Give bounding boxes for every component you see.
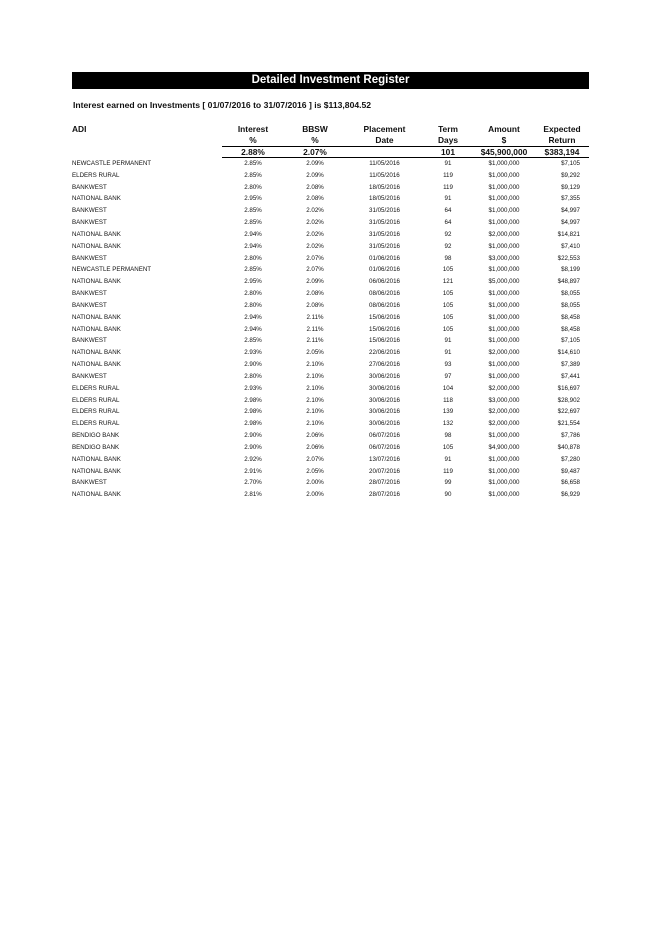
table-row <box>72 406 589 418</box>
cell-interest: 2.90% <box>244 361 262 369</box>
cell-interest: 2.85% <box>244 207 262 215</box>
cell-amount: $5,000,000 <box>488 278 520 286</box>
cell-term-days: 132 <box>442 420 454 428</box>
cell-term-days: 92 <box>444 230 452 238</box>
cell-interest: 2.85% <box>244 160 262 167</box>
cell-term-days: 119 <box>443 171 453 179</box>
column-header-expected: Expected <box>543 124 581 134</box>
cell-term-days: 98 <box>444 254 452 262</box>
cell-term-days: 90 <box>444 491 452 499</box>
cell-bbsw: 2.09% <box>306 160 324 167</box>
cell-term-days: 104 <box>442 384 454 392</box>
table-row <box>72 217 589 229</box>
table-row <box>72 477 589 489</box>
table-row <box>72 158 589 170</box>
column-header-interest: Interest <box>237 124 269 134</box>
cell-amount: $2,000,000 <box>488 408 520 416</box>
cell-amount: $1,000,000 <box>488 455 520 463</box>
table-row <box>72 430 589 442</box>
table-row <box>72 442 589 454</box>
cell-interest: 2.93% <box>244 384 262 392</box>
cell-term-days: 121 <box>442 278 454 286</box>
cell-amount: $1,000,000 <box>488 467 520 475</box>
cell-bbsw: 2.10% <box>306 420 324 428</box>
cell-expected-return: $7,786 <box>561 432 580 440</box>
cell-placement-date: 13/07/2016 <box>369 455 400 463</box>
cell-placement-date: 30/06/2016 <box>369 396 400 404</box>
cell-bbsw: 2.07% <box>306 266 324 274</box>
cell-bbsw: 2.09% <box>306 171 324 179</box>
cell-placement-date: 30/06/2016 <box>369 384 400 392</box>
cell-expected-return: $14,821 <box>557 230 580 238</box>
cell-adi: NATIONAL BANK <box>72 242 121 250</box>
table-row <box>72 241 589 253</box>
interest-summary: Interest earned on Investments [ 01/07/2016 to 31/07/2016 ] is $113,804.52 <box>73 100 372 110</box>
cell-amount: $1,000,000 <box>488 479 520 487</box>
cell-expected-return: $7,389 <box>561 361 580 369</box>
total-amount: $45,900,000 <box>473 147 535 158</box>
table-row <box>72 276 589 288</box>
cell-bbsw: 2.02% <box>306 230 324 238</box>
cell-adi: NATIONAL BANK <box>72 278 121 286</box>
cell-bbsw: 2.08% <box>306 301 324 309</box>
cell-amount: $1,000,000 <box>488 171 520 179</box>
cell-adi: ELDERS RURAL <box>72 420 120 428</box>
cell-adi: NATIONAL BANK <box>72 313 121 321</box>
cell-term-days: 91 <box>444 337 452 345</box>
cell-amount: $1,000,000 <box>488 195 520 203</box>
cell-placement-date: 31/05/2016 <box>369 219 400 227</box>
cell-expected-return: $6,929 <box>561 491 580 499</box>
cell-placement-date: 27/06/2016 <box>369 361 400 369</box>
cell-term-days: 91 <box>444 455 452 463</box>
table-row <box>72 359 589 371</box>
cell-bbsw: 2.11% <box>306 337 324 345</box>
cell-placement-date: 11/05/2016 <box>369 171 400 179</box>
cell-expected-return: $8,458 <box>561 325 580 333</box>
cell-expected-return: $7,355 <box>561 195 580 203</box>
cell-interest: 2.81% <box>244 491 262 499</box>
column-unit-placement: Date <box>346 135 423 147</box>
cell-expected-return: $7,410 <box>561 242 580 250</box>
cell-bbsw: 2.00% <box>306 479 324 487</box>
cell-expected-return: $8,055 <box>561 301 580 309</box>
cell-term-days: 105 <box>442 301 454 309</box>
cell-adi: BANKWEST <box>72 479 107 487</box>
table-row <box>72 371 589 383</box>
cell-placement-date: 11/05/2016 <box>369 160 400 167</box>
header-row <box>72 124 589 135</box>
cell-placement-date: 31/05/2016 <box>369 207 400 215</box>
cell-expected-return: $7,105 <box>561 337 580 345</box>
cell-interest: 2.90% <box>244 432 262 440</box>
cell-amount: $1,000,000 <box>488 290 520 298</box>
cell-placement-date: 15/06/2016 <box>369 337 400 345</box>
cell-term-days: 92 <box>444 242 452 250</box>
cell-interest: 2.70% <box>244 479 262 487</box>
cell-term-days: 105 <box>442 313 454 321</box>
cell-expected-return: $21,554 <box>557 420 580 428</box>
cell-adi: NATIONAL BANK <box>72 325 121 333</box>
cell-placement-date: 18/05/2016 <box>369 195 400 203</box>
cell-amount: $1,000,000 <box>488 207 520 215</box>
table-row <box>72 324 589 336</box>
cell-interest: 2.94% <box>244 313 262 321</box>
cell-adi: BANKWEST <box>72 337 107 345</box>
total-expected-return: $383,194 <box>535 147 589 158</box>
cell-amount: $2,000,000 <box>488 349 520 357</box>
cell-adi: BANKWEST <box>72 219 107 227</box>
table-row <box>72 418 589 430</box>
cell-bbsw: 2.02% <box>306 242 324 250</box>
cell-expected-return: $8,055 <box>561 290 580 298</box>
cell-placement-date: 08/06/2016 <box>369 290 400 298</box>
cell-placement-date: 31/05/2016 <box>369 242 400 250</box>
table-row <box>72 466 589 478</box>
cell-placement-date: 15/06/2016 <box>369 325 400 333</box>
cell-placement-date: 01/06/2016 <box>369 266 400 274</box>
cell-adi: BANKWEST <box>72 372 107 380</box>
cell-expected-return: $22,553 <box>557 254 580 262</box>
table-row <box>72 182 589 194</box>
cell-amount: $1,000,000 <box>488 160 520 167</box>
cell-expected-return: $16,697 <box>557 384 580 392</box>
cell-bbsw: 2.10% <box>306 396 324 404</box>
cell-bbsw: 2.10% <box>306 408 324 416</box>
table-row <box>72 312 589 324</box>
cell-expected-return: $6,658 <box>561 479 580 487</box>
cell-expected-return: $7,280 <box>561 455 580 463</box>
cell-placement-date: 20/07/2016 <box>369 467 400 475</box>
cell-expected-return: $4,997 <box>561 219 580 227</box>
investment-register-table <box>72 124 589 501</box>
cell-adi: NATIONAL BANK <box>72 361 121 369</box>
table-row <box>72 335 589 347</box>
cell-term-days: 97 <box>444 372 452 380</box>
cell-expected-return: $9,487 <box>561 467 580 475</box>
cell-interest: 2.95% <box>244 195 262 203</box>
cell-amount: $1,000,000 <box>488 219 520 227</box>
cell-amount: $3,000,000 <box>488 396 520 404</box>
cell-adi: BENDIGO BANK <box>72 443 120 451</box>
cell-expected-return: $7,105 <box>561 160 580 167</box>
cell-term-days: 93 <box>444 361 452 369</box>
cell-bbsw: 2.10% <box>306 384 324 392</box>
cell-placement-date: 28/07/2016 <box>369 479 400 487</box>
cell-interest: 2.85% <box>244 219 262 227</box>
cell-term-days: 105 <box>442 325 454 333</box>
cell-expected-return: $22,697 <box>557 408 580 416</box>
cell-adi: BANKWEST <box>72 183 107 191</box>
cell-interest: 2.90% <box>244 443 262 451</box>
column-unit-amount: $ <box>473 135 535 147</box>
cell-interest: 2.85% <box>244 171 262 179</box>
cell-amount: $3,000,000 <box>488 254 520 262</box>
column-unit-bbsw: % <box>284 135 346 147</box>
column-header-bbsw: BBSW <box>302 124 328 134</box>
cell-expected-return: $40,878 <box>557 443 580 451</box>
cell-placement-date: 22/06/2016 <box>369 349 400 357</box>
table-row <box>72 170 589 182</box>
cell-term-days: 64 <box>444 207 452 215</box>
cell-interest: 2.98% <box>244 396 262 404</box>
cell-bbsw: 2.08% <box>306 183 324 191</box>
cell-expected-return: $8,199 <box>561 266 580 274</box>
cell-expected-return: $8,458 <box>561 313 580 321</box>
column-header-term: Term <box>438 124 458 134</box>
cell-adi: NATIONAL BANK <box>72 467 121 475</box>
cell-amount: $2,000,000 <box>488 384 520 392</box>
table-row <box>72 205 589 217</box>
cell-term-days: 119 <box>443 467 453 475</box>
cell-bbsw: 2.06% <box>306 432 324 440</box>
cell-term-days: 105 <box>442 266 454 274</box>
cell-bbsw: 2.11% <box>306 313 324 321</box>
cell-bbsw: 2.07% <box>306 254 324 262</box>
cell-expected-return: $9,292 <box>561 171 580 179</box>
cell-bbsw: 2.02% <box>306 207 324 215</box>
cell-expected-return: $4,997 <box>561 207 580 215</box>
cell-placement-date: 31/05/2016 <box>369 230 400 238</box>
cell-amount: $1,000,000 <box>488 266 520 274</box>
cell-interest: 2.85% <box>244 337 262 345</box>
cell-adi: BANKWEST <box>72 301 107 309</box>
report-title: Detailed Investment Register <box>72 72 589 89</box>
table-row <box>72 454 589 466</box>
cell-adi: BANKWEST <box>72 290 107 298</box>
cell-bbsw: 2.08% <box>306 290 324 298</box>
cell-adi: BANKWEST <box>72 207 107 215</box>
cell-interest: 2.80% <box>244 290 262 298</box>
total-term: 101 <box>423 147 473 158</box>
cell-interest: 2.80% <box>244 301 262 309</box>
cell-expected-return: $48,897 <box>557 278 580 286</box>
total-interest: 2.88% <box>222 147 284 158</box>
cell-interest: 2.93% <box>244 349 262 357</box>
cell-term-days: 98 <box>444 432 452 440</box>
cell-placement-date: 30/06/2016 <box>369 420 400 428</box>
cell-term-days: 91 <box>444 195 452 203</box>
cell-adi: NATIONAL BANK <box>72 455 121 463</box>
cell-interest: 2.98% <box>244 420 262 428</box>
table-row <box>72 193 589 205</box>
cell-interest: 2.80% <box>244 254 262 262</box>
cell-amount: $1,000,000 <box>488 337 520 345</box>
cell-amount: $1,000,000 <box>488 432 520 440</box>
cell-amount: $1,000,000 <box>488 242 520 250</box>
cell-placement-date: 06/07/2016 <box>369 432 400 440</box>
cell-interest: 2.85% <box>244 266 262 274</box>
cell-expected-return: $9,129 <box>561 183 580 191</box>
cell-adi: NEWCASTLE PERMANENT <box>72 266 152 274</box>
cell-amount: $1,000,000 <box>488 313 520 321</box>
cell-adi: NATIONAL BANK <box>72 230 121 238</box>
column-unit-interest: % <box>222 135 284 147</box>
cell-adi: NATIONAL BANK <box>72 349 121 357</box>
cell-bbsw: 2.07% <box>306 455 324 463</box>
cell-placement-date: 06/06/2016 <box>369 278 400 286</box>
cell-interest: 2.98% <box>244 408 262 416</box>
cell-placement-date: 30/06/2016 <box>369 372 400 380</box>
cell-amount: $1,000,000 <box>488 325 520 333</box>
cell-placement-date: 30/06/2016 <box>369 408 400 416</box>
column-unit-expected: Return <box>535 135 589 147</box>
table-row <box>72 347 589 359</box>
cell-bbsw: 2.05% <box>306 349 324 357</box>
cell-term-days: 118 <box>443 396 453 404</box>
cell-bbsw: 2.00% <box>306 491 324 499</box>
cell-expected-return: $28,902 <box>557 396 580 404</box>
cell-amount: $1,000,000 <box>488 183 520 191</box>
cell-adi: ELDERS RURAL <box>72 396 120 404</box>
cell-interest: 2.92% <box>244 455 262 463</box>
cell-amount: $1,000,000 <box>488 361 520 369</box>
cell-adi: BANKWEST <box>72 254 107 262</box>
cell-adi: ELDERS RURAL <box>72 408 120 416</box>
cell-bbsw: 2.10% <box>306 372 324 380</box>
header-row-units <box>72 135 589 147</box>
cell-bbsw: 2.08% <box>306 195 324 203</box>
cell-interest: 2.94% <box>244 325 262 333</box>
table-row <box>72 253 589 265</box>
cell-term-days: 105 <box>442 290 454 298</box>
cell-term-days: 64 <box>444 219 452 227</box>
cell-interest: 2.95% <box>244 278 262 286</box>
cell-expected-return: $7,441 <box>561 372 580 380</box>
column-header-amount: Amount <box>488 124 520 134</box>
cell-placement-date: 28/07/2016 <box>369 491 400 499</box>
cell-bbsw: 2.10% <box>306 361 324 369</box>
cell-bbsw: 2.05% <box>306 467 324 475</box>
cell-amount: $4,900,000 <box>488 443 520 451</box>
table-row <box>72 489 589 501</box>
cell-placement-date: 18/05/2016 <box>369 183 400 191</box>
cell-amount: $1,000,000 <box>488 301 520 309</box>
cell-bbsw: 2.11% <box>306 325 324 333</box>
cell-interest: 2.94% <box>244 230 262 238</box>
cell-adi: ELDERS RURAL <box>72 171 120 179</box>
cell-placement-date: 06/07/2016 <box>369 443 400 451</box>
cell-bbsw: 2.09% <box>306 278 324 286</box>
cell-adi: NEWCASTLE PERMANENT <box>72 159 152 167</box>
cell-interest: 2.80% <box>244 372 262 380</box>
table-row <box>72 395 589 407</box>
cell-adi: NATIONAL BANK <box>72 491 121 499</box>
table-row <box>72 229 589 241</box>
cell-term-days: 91 <box>444 160 452 167</box>
cell-term-days: 119 <box>443 183 453 191</box>
table-row <box>72 383 589 395</box>
total-bbsw: 2.07% <box>284 147 346 158</box>
cell-amount: $1,000,000 <box>488 372 520 380</box>
cell-term-days: 91 <box>444 349 452 357</box>
table-row <box>72 288 589 300</box>
cell-amount: $2,000,000 <box>488 420 520 428</box>
cell-bbsw: 2.06% <box>306 443 324 451</box>
cell-adi: ELDERS RURAL <box>72 384 120 392</box>
cell-placement-date: 08/06/2016 <box>369 301 400 309</box>
cell-amount: $2,000,000 <box>488 230 520 238</box>
column-header-placement: Placement <box>363 124 406 134</box>
cell-interest: 2.91% <box>244 467 262 475</box>
cell-placement-date: 01/06/2016 <box>369 254 400 262</box>
cell-interest: 2.80% <box>244 183 262 191</box>
cell-adi: NATIONAL BANK <box>72 195 121 203</box>
column-header-adi: ADI <box>72 124 87 134</box>
cell-expected-return: $14,610 <box>557 349 580 357</box>
table-row <box>72 264 589 276</box>
cell-term-days: 139 <box>442 408 454 416</box>
column-unit-term: Days <box>423 135 473 147</box>
cell-placement-date: 15/06/2016 <box>369 313 400 321</box>
cell-adi: BENDIGO BANK <box>72 432 120 440</box>
table-row <box>72 300 589 312</box>
cell-amount: $1,000,000 <box>488 491 520 499</box>
cell-term-days: 99 <box>444 479 452 487</box>
totals-row <box>72 147 589 158</box>
cell-term-days: 105 <box>442 443 454 451</box>
cell-interest: 2.94% <box>244 242 262 250</box>
cell-bbsw: 2.02% <box>306 219 324 227</box>
